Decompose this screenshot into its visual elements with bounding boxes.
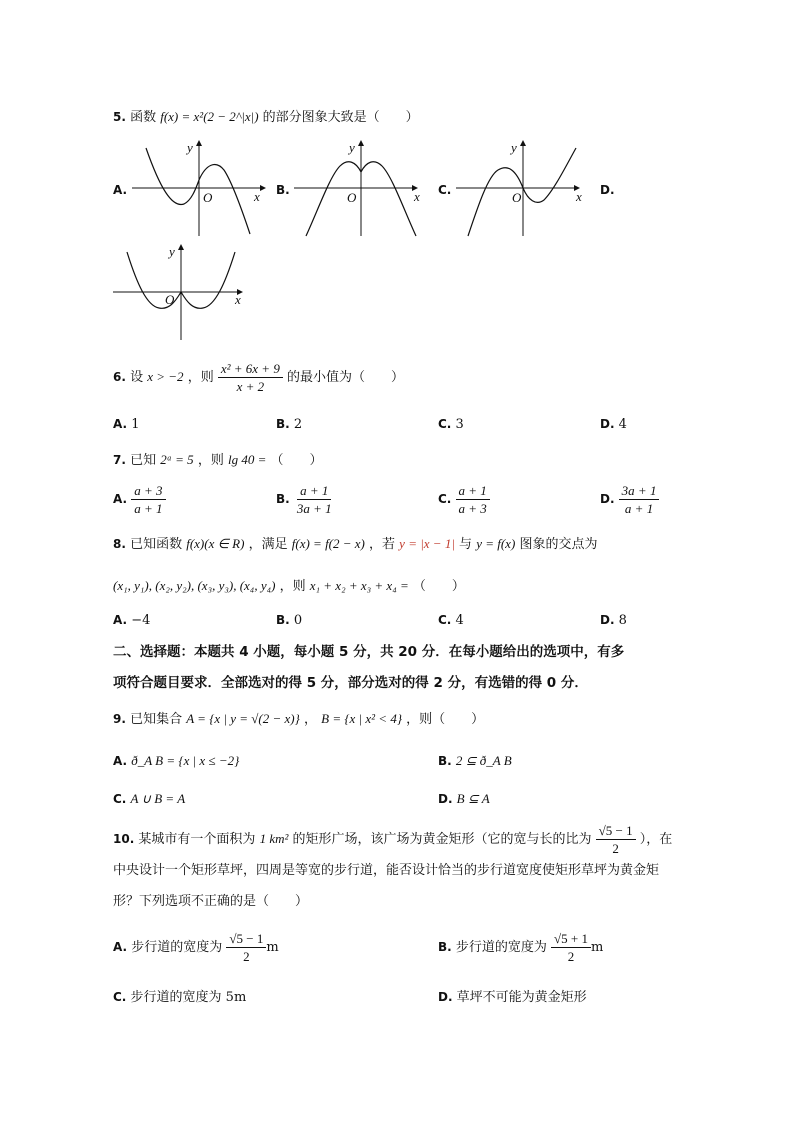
q6-stem-c: 的最小值为（ ） — [286, 370, 404, 385]
q5-option-d-label: D. — [600, 183, 615, 197]
q6-number: 6. — [113, 370, 126, 384]
x-label: x — [414, 189, 420, 204]
q7-b-den: 3a + 1 — [296, 501, 332, 516]
y-label: y — [187, 140, 193, 155]
q6-option-c: C. 3 — [438, 417, 464, 432]
q5-graph-a — [132, 140, 282, 240]
q7-b-num: a + 1 — [297, 484, 331, 500]
y-axis-arrow-icon — [358, 140, 364, 146]
q5-graph-d — [113, 244, 263, 344]
q6-stem — [113, 362, 404, 393]
q7-d-den: a + 1 — [624, 501, 654, 516]
q10-a-num: √5 − 1 — [226, 932, 266, 948]
q8-sum: x₁ + x₂ + x₃ + x₄ = — [309, 578, 409, 593]
q7-stem-b: ，则 — [197, 453, 224, 468]
q10-b-den: 2 — [567, 949, 575, 964]
q7-c-den: a + 3 — [458, 501, 487, 516]
q9-option-d-text: B ⊆ A — [456, 791, 490, 806]
q9-option-b-text: 2 ⊆ ð_A B — [455, 753, 512, 768]
q7-a-num: a + 3 — [131, 484, 165, 500]
q8-option-a: A. −4 — [113, 613, 151, 628]
q8-expr3: y = |x − 1| — [399, 536, 455, 551]
q7-option-a: A. $\frac{a + 3}{a + 1}$ — [113, 484, 166, 515]
q10-option-d: D. 草坪不可能为黄金矩形 — [438, 990, 587, 1005]
q8-stem-line1: 8. 已知函数 f(x)(x ∈ R) ，满足 f(x) = f(2 − x) ，若 y = |x − 1| 与 y = f(x) 图象的交点为 — [113, 536, 598, 552]
q9-number: 9. — [113, 712, 126, 726]
q10-a-den: 2 — [243, 949, 250, 964]
q5-option-b-label: B. — [276, 183, 290, 197]
q8-stem-line2: (x₁, y₁), (x₂, y₂), (x₃, y₃), (x₄, y₄) ，则 x₁ + x₂ + x₃ + x₄ = （ ） — [113, 578, 465, 594]
y-axis-arrow-icon — [196, 140, 202, 146]
q8-option-d: D. 8 — [600, 613, 627, 628]
q7-expr2: lg 40 = — [227, 452, 267, 467]
q8-option-a-text: −4 — [131, 613, 151, 628]
q7-stem-c: （ ） — [270, 453, 323, 468]
q6-option-c-text: 3 — [455, 417, 464, 432]
q6-option-a: A. 1 — [113, 417, 140, 432]
q8-option-d-text: 8 — [618, 613, 627, 628]
q10-line1: 10. 某城市有一个面积为 1 km² 的矩形广场，该广场为黄金矩形（它的宽与长的比为 $\frac{√5 - 1}{2}$ ），在 — [113, 823, 673, 856]
origin-label: O — [347, 190, 357, 205]
q8-option-b-text: 0 — [293, 613, 303, 628]
q7-option-b: B. $\frac{a + 1}{3a + 1}$ — [276, 484, 335, 515]
q8-expr4: y = f(x) — [476, 536, 516, 551]
q5-number: 5. — [113, 110, 126, 124]
q8-expr2: f(x) = f(2 − x) — [291, 536, 365, 551]
q10-option-c-text: 5m — [225, 990, 247, 1005]
q7-a-den: a + 1 — [134, 501, 163, 516]
q9-stem: 9. 已知集合 A = {x | y = √(2 − x)} ， B = {x | x² < 4} ，则（ ） — [113, 711, 485, 727]
q10-ratio: $\frac{√5 - 1}{2}$ — [596, 824, 636, 855]
q7-c-num: a + 1 — [456, 484, 490, 500]
q8-option-c: C. 4 — [438, 613, 464, 628]
y-axis-arrow-icon — [178, 244, 184, 250]
q7-option-c: C. $\frac{a + 1}{a + 3}$ — [438, 484, 490, 515]
q10-b-num: √5 + 1 — [551, 932, 591, 948]
q10-option-c: C. 步行道的宽度为 5m — [113, 990, 247, 1005]
q9-option-a-text: ð_A B = {x | x ≤ −2} — [131, 753, 240, 768]
q7-number: 7. — [113, 453, 126, 467]
y-label: y — [511, 140, 517, 155]
q6-frac-num: x² + 6x + 9 — [218, 362, 283, 378]
q9-set-a: A = {x | y = √(2 − x)} — [186, 711, 300, 726]
q8-expr1: f(x)(x ∈ R) — [186, 536, 245, 551]
q5-stem-a: 函数 — [130, 110, 157, 125]
q5-graph-b — [294, 140, 444, 240]
y-label: y — [349, 140, 355, 155]
q8-points: (x₁, y₁), (x₂, y₂), (x₃, y₃), (x₄, y₄) — [113, 578, 276, 593]
q6-option-b: B. 2 — [276, 417, 303, 432]
origin-label: O — [203, 190, 213, 205]
section2-line2: 项符合题目要求．全部选对的得 5 分，部分选对的得 2 分，有选错的得 0 分． — [113, 675, 588, 691]
section2-line1: 二、选择题：本题共 4 小题，每小题 5 分，共 20 分．在每小题给出的选项中，有多 — [113, 644, 625, 660]
q7-d-num: 3a + 1 — [619, 484, 660, 500]
q8-number: 8. — [113, 537, 126, 551]
x-label: x — [576, 189, 582, 204]
q6-option-b-text: 2 — [293, 417, 303, 432]
q6-fraction — [218, 362, 283, 393]
q10-number: 10. — [113, 832, 135, 846]
q6-option-d-text: 4 — [618, 417, 627, 432]
q10-area: 1 km² — [259, 831, 289, 846]
q9-option-c: C. A ∪ B = A — [113, 791, 186, 806]
q10-line2: 中央设计一个矩形草坪，四周是等宽的步行道，能否设计恰当的步行道宽度使矩形草坪为黄金矩 — [113, 863, 660, 878]
y-axis-arrow-icon — [520, 140, 526, 146]
q6-condition: x > −2 — [147, 369, 184, 384]
q10-line3: 形？下列选项不正确的是（ ） — [113, 894, 309, 909]
q6-stem-a: 设 — [130, 370, 144, 385]
q7-option-d: D. $\frac{3a + 1}{a + 1}$ — [600, 484, 659, 515]
q10-option-a: A. 步行道的宽度为 $\frac{√5 - 1}{2}$ m — [113, 931, 279, 964]
origin-label: O — [512, 190, 522, 205]
q10-option-b: B. 步行道的宽度为 $\frac{√5 + 1}{2}$ m — [438, 931, 604, 964]
q7-stem-a: 已知 — [130, 453, 157, 468]
q5-option-a-label: A. — [113, 183, 128, 197]
curve — [468, 148, 576, 236]
q9-option-d: D. B ⊆ A — [438, 791, 490, 806]
x-label: x — [254, 189, 260, 204]
q10-option-d-text: 草坪不可能为黄金矩形 — [456, 990, 587, 1005]
q8-option-b: B. 0 — [276, 613, 303, 628]
x-axis-arrow-icon — [260, 185, 266, 191]
y-label: y — [169, 244, 175, 259]
x-label: x — [235, 292, 241, 307]
q6-option-a-text: 1 — [131, 417, 140, 432]
q5-graph-c — [456, 140, 606, 240]
q5-option-c-label: C. — [438, 183, 452, 197]
q8-option-c-text: 4 — [455, 613, 464, 628]
q5-stem-b: 的部分图象大致是（ ） — [262, 110, 419, 125]
q7-expr1: 2ᵃ = 5 — [160, 452, 194, 467]
q6-frac-den: x + 2 — [236, 379, 265, 394]
curve — [146, 148, 250, 234]
q9-option-c-text: A ∪ B = A — [130, 791, 186, 806]
q6-option-d: D. 4 — [600, 417, 627, 432]
origin-label: O — [165, 292, 175, 307]
q5-stem — [113, 110, 419, 124]
q6-stem-b: ，则 — [187, 370, 214, 385]
q7-stem — [113, 453, 323, 467]
q5-expression: f(x) = x²(2 − 2^|x|) — [160, 109, 259, 124]
q9-set-b: B = {x | x² < 4} — [321, 711, 403, 726]
q9-option-b: B. 2 ⊆ ð_A B — [438, 753, 512, 768]
q9-option-a: A. ð_A B = {x | x ≤ −2} — [113, 753, 240, 768]
